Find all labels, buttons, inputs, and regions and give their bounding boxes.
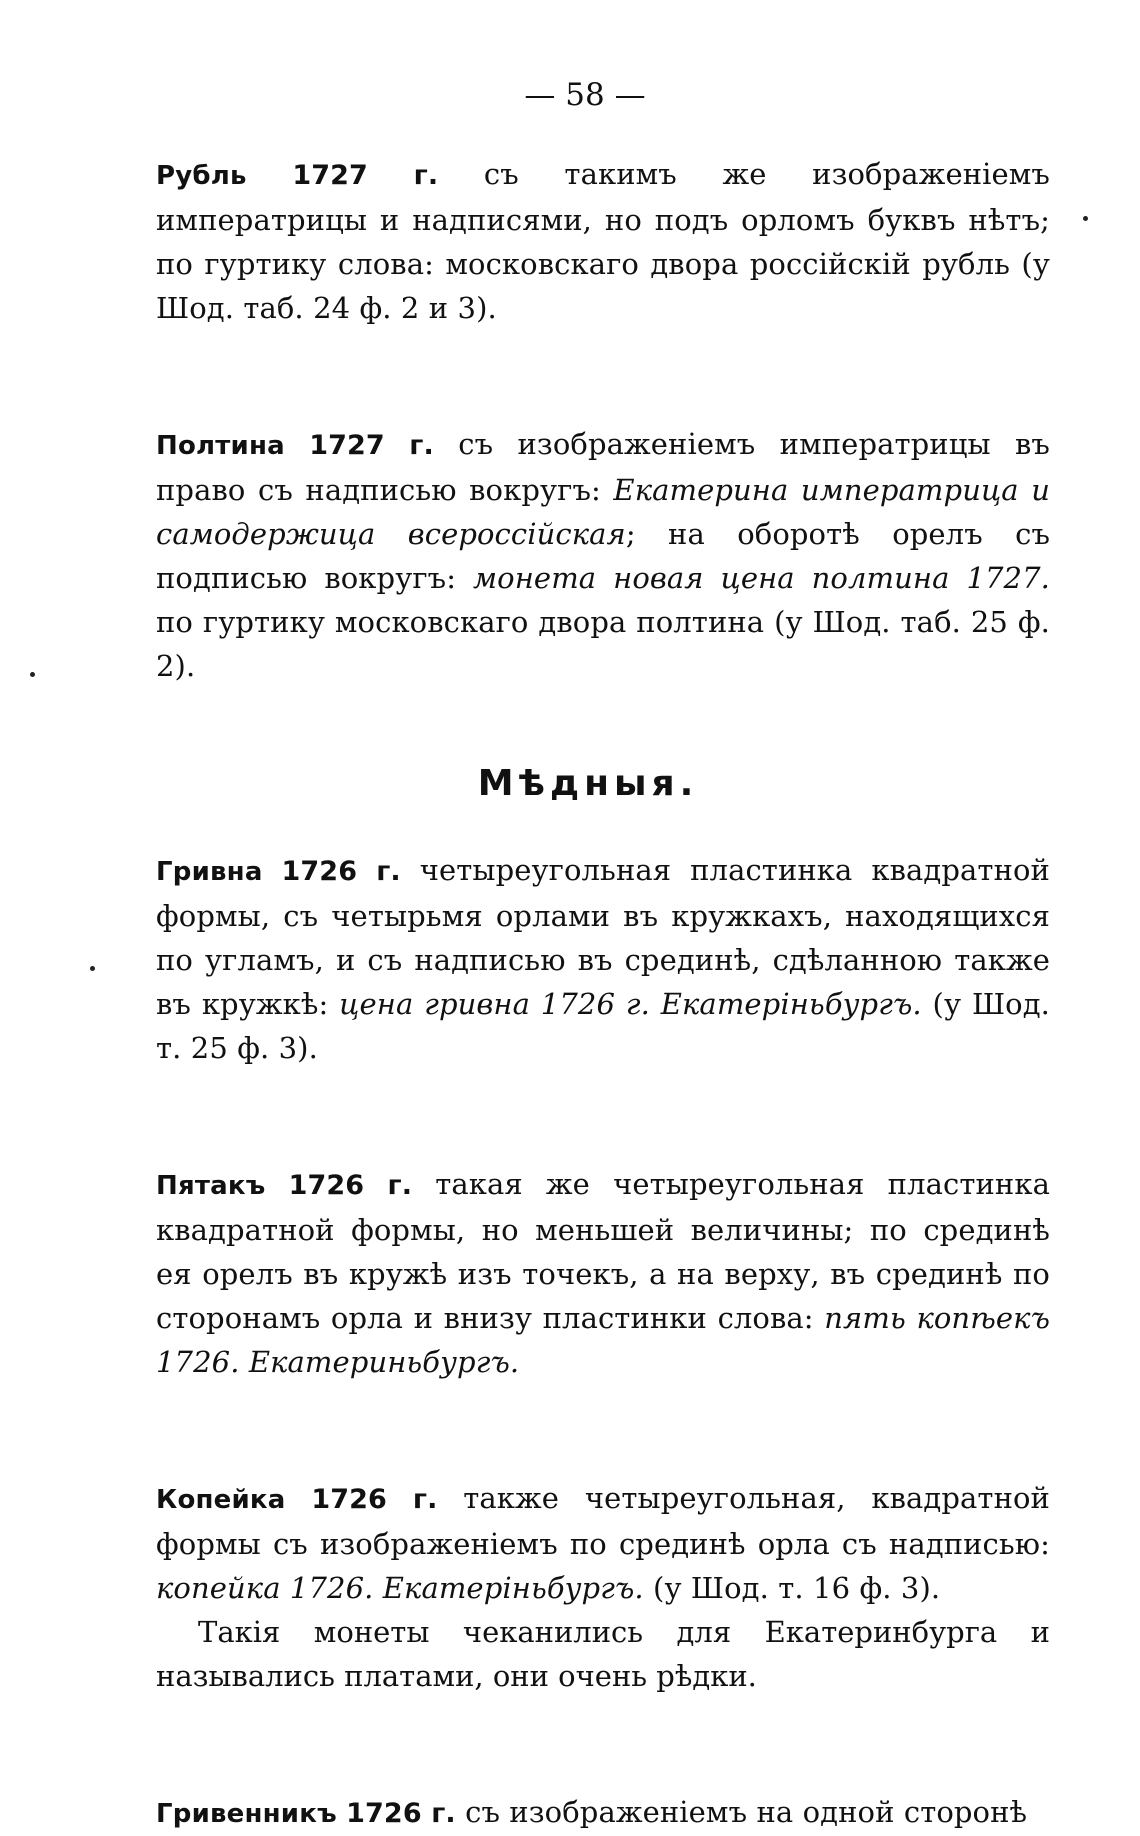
- entry-inscription: пять копѣекъ 1726. Екатериньбургъ.: [156, 1301, 1050, 1379]
- entry-grivna-1726: [156, 848, 1050, 1070]
- section-title: Мѣдныя.: [477, 763, 699, 804]
- entry-year: 1726 г.: [346, 1798, 456, 1829]
- entry-lead: Гривна: [156, 857, 263, 887]
- print-speck: [1083, 216, 1088, 221]
- entry-year: 1726 г.: [281, 856, 401, 887]
- entry-inscription: Екатерина императрица и самодержица всероссiйская: [156, 473, 1050, 551]
- entry-inscription: монета новая цена полтина 1727.: [473, 561, 1050, 595]
- entry-grivennik-1726: [156, 1790, 1050, 1836]
- entry-text: (у Шод. т. 16 ф. 3).: [643, 1571, 941, 1605]
- entry-poltina-1727: [156, 422, 1050, 688]
- entry-rubl-1727: [156, 152, 1050, 330]
- entry-text: съ изображенiемъ императрицы въ право съ надписью вокругъ:: [156, 427, 1050, 507]
- entry-lead: Копейка: [156, 1485, 286, 1515]
- entry-text: съ такимъ же изображенiемъ императрицы и надписями, но подъ орломъ буквъ нѣтъ; по гуртику слова: московскаго двора россiйскiй рубль (у Шод. таб. 24 ф. 2 и 3).: [156, 157, 1050, 325]
- entry-inscription: цена гривна 1726 г. Екатерiньбургъ.: [339, 987, 922, 1021]
- print-speck: [90, 966, 95, 971]
- entry-year: 1726 г.: [311, 1484, 438, 1515]
- entry-kopeyka-1726: [156, 1476, 1050, 1610]
- entry-year: 1726 г.: [288, 1170, 413, 1201]
- entry-text: съ изображенiемъ на одной сторонѣ: [455, 1795, 1028, 1829]
- page-number: — 58 —: [524, 77, 646, 113]
- note-paragraph: Такiя монеты чеканились для Екатеринбурга и назывались платами, они очень рѣдки.: [156, 1615, 1050, 1693]
- entry-text: (у Шод. т. 25 ф. 3).: [156, 987, 1050, 1065]
- print-speck: [30, 672, 35, 677]
- entry-text: ; на оборотѣ орелъ съ подписью вокругъ:: [156, 517, 1050, 595]
- entry-lead: Гривенникъ: [156, 1799, 337, 1829]
- entry-lead: Рубль: [156, 161, 247, 191]
- entry-pyatak-1726: [156, 1162, 1050, 1384]
- entry-inscription: копейка 1726. Екатерiньбургъ.: [156, 1571, 644, 1605]
- entry-text: четыреугольная пластинка квадратной формы, съ четырьмя орлами въ кружкахъ, находящихся по угламъ, и съ надписью въ срединѣ, сдѣланною также въ кружкѣ:: [156, 853, 1050, 1021]
- entry-text: также четыреугольная, квадратной формы съ изображенiемъ по срединѣ орла съ надписью:: [156, 1481, 1050, 1561]
- entry-lead: Полтина: [156, 431, 285, 461]
- entry-text: такая же четыреугольная пластинка квадратной формы, но меньшей величины; по срединѣ ея орелъ въ кружѣ изъ точекъ, а на верху, въ срединѣ по сторонамъ орла и внизу пластинки слова:: [156, 1167, 1050, 1335]
- entry-lead: Пятакъ: [156, 1171, 266, 1201]
- entry-year: 1727 г.: [292, 160, 439, 191]
- entry-text: по гуртику московскаго двора полтина (у Шод. таб. 25 ф. 2).: [156, 605, 1050, 683]
- entry-year: 1727 г.: [309, 430, 434, 461]
